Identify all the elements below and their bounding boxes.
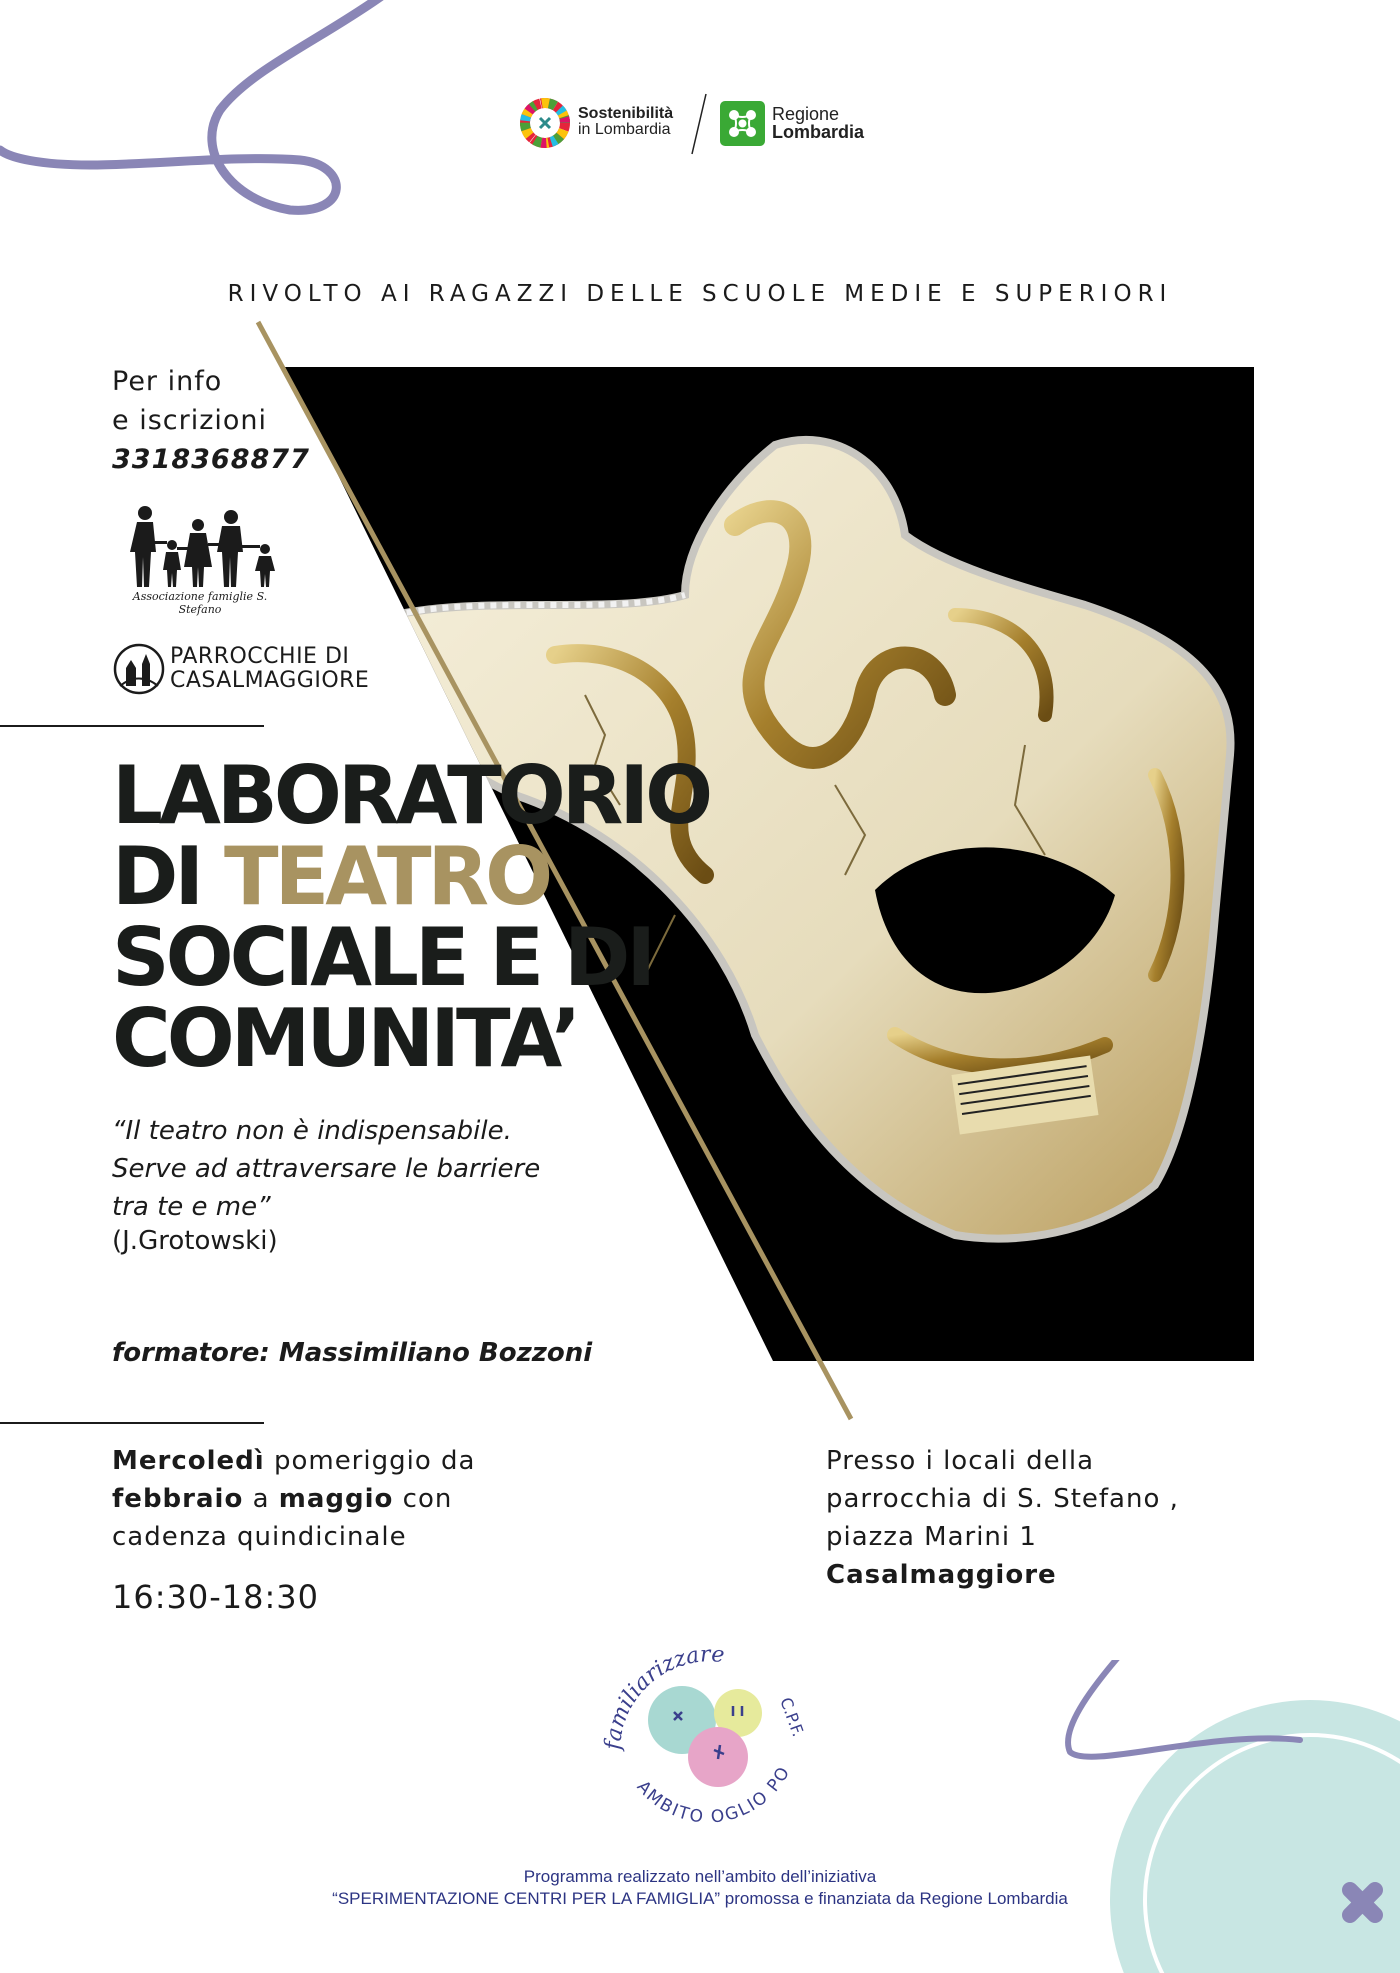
location-block [826, 1442, 1179, 1594]
logo-separator [688, 92, 710, 157]
title-line2-prefix: DI [112, 830, 225, 923]
button-decoration-bottom [1060, 1660, 1400, 1973]
parrocchie-line1: PARROCCHIE DI [170, 644, 350, 669]
regione-line2: Lombardia [772, 122, 865, 142]
divider-top [0, 725, 264, 727]
sostenibilita-line1: Sostenibilità [578, 105, 674, 122]
schedule-time: 16:30-18:30 [112, 1578, 319, 1616]
page-title [112, 749, 710, 1085]
logo-top-text: familiarizzare [600, 1642, 726, 1751]
sostenibilita-text [578, 106, 673, 138]
logo-cpf-text: C.P.F. [776, 1694, 808, 1740]
parrocchie-line2: CASALMAGGIORE [170, 668, 370, 693]
sostenibilita-line2: in Lombardia [578, 121, 671, 138]
ribbon-decoration-top [0, 0, 400, 240]
location-city: Casalmaggiore [826, 1560, 1057, 1590]
familiarizzare-logo [590, 1630, 830, 1860]
schedule-month-to: maggio [278, 1484, 394, 1514]
schedule-line2 [112, 1480, 475, 1518]
schedule-day: Mercoledì [112, 1446, 265, 1476]
quote-line2: Serve ad attraversare le barriere [112, 1154, 541, 1184]
footer-line1: Programma realizzato nell’ambito dell’iniziativa [523, 1867, 877, 1886]
title-line4: COMUNITA’ [112, 992, 578, 1085]
rosa-camuna-icon [720, 101, 765, 146]
footer-line2: “SPERIMENTAZIONE CENTRI PER LA FAMIGLIA” promossa e finanziata da Regione Lombardia [332, 1889, 1068, 1908]
parrocchie-text [170, 645, 369, 693]
quote-author: (J.Grotowski) [112, 1226, 278, 1256]
schedule-part3: con [393, 1484, 453, 1514]
trainer-line: formatore: Massimiliano Bozzoni [112, 1338, 593, 1368]
phone-number[interactable]: 3318368877 [112, 444, 310, 475]
quote-line3: tra te e me” [112, 1192, 271, 1222]
family-silhouette-icon [115, 505, 285, 590]
quote-line1: “Il teatro non è indispensabile. [112, 1116, 512, 1146]
sostenibilita-logo [520, 98, 570, 148]
footer-note [0, 1866, 1400, 1910]
info-line1: Per info [112, 366, 223, 397]
regione-logo-mark [720, 101, 765, 146]
quote-block [112, 1112, 540, 1226]
schedule-block [112, 1442, 475, 1556]
church-icon [112, 642, 166, 696]
schedule-part2: a [243, 1484, 279, 1514]
association-caption: Associazione famiglie S. Stefano [132, 590, 268, 616]
regione-text [772, 105, 864, 141]
title-line2 [112, 830, 709, 923]
info-line2: e iscrizioni [112, 405, 268, 436]
schedule-part1: pomeriggio da [264, 1446, 476, 1476]
regione-line1: Regione [772, 104, 840, 124]
divider-bottom [0, 1422, 264, 1424]
contact-info [112, 362, 310, 479]
location-line3: piazza Marini 1 [826, 1522, 1037, 1552]
title-accent-word: TEATRO [224, 830, 550, 923]
sdg-wheel-icon [520, 98, 570, 148]
audience-subtitle: RIVOLTO AI RAGAZZI DELLE SCUOLE MEDIE E SUPERIORI [227, 281, 1173, 307]
logo-bottom-text: AMBITO OGLIO PO [632, 1762, 795, 1828]
title-line3: SOCIALE E DI [112, 911, 653, 1004]
schedule-line3: cadenza quindicinale [112, 1522, 407, 1552]
title-line1: LABORATORIO [112, 749, 710, 842]
location-line1: Presso i locali della [826, 1446, 1095, 1476]
location-line2: parrocchia di S. Stefano , [826, 1484, 1179, 1514]
schedule-line1 [112, 1442, 475, 1480]
schedule-month-from: febbraio [112, 1484, 244, 1514]
